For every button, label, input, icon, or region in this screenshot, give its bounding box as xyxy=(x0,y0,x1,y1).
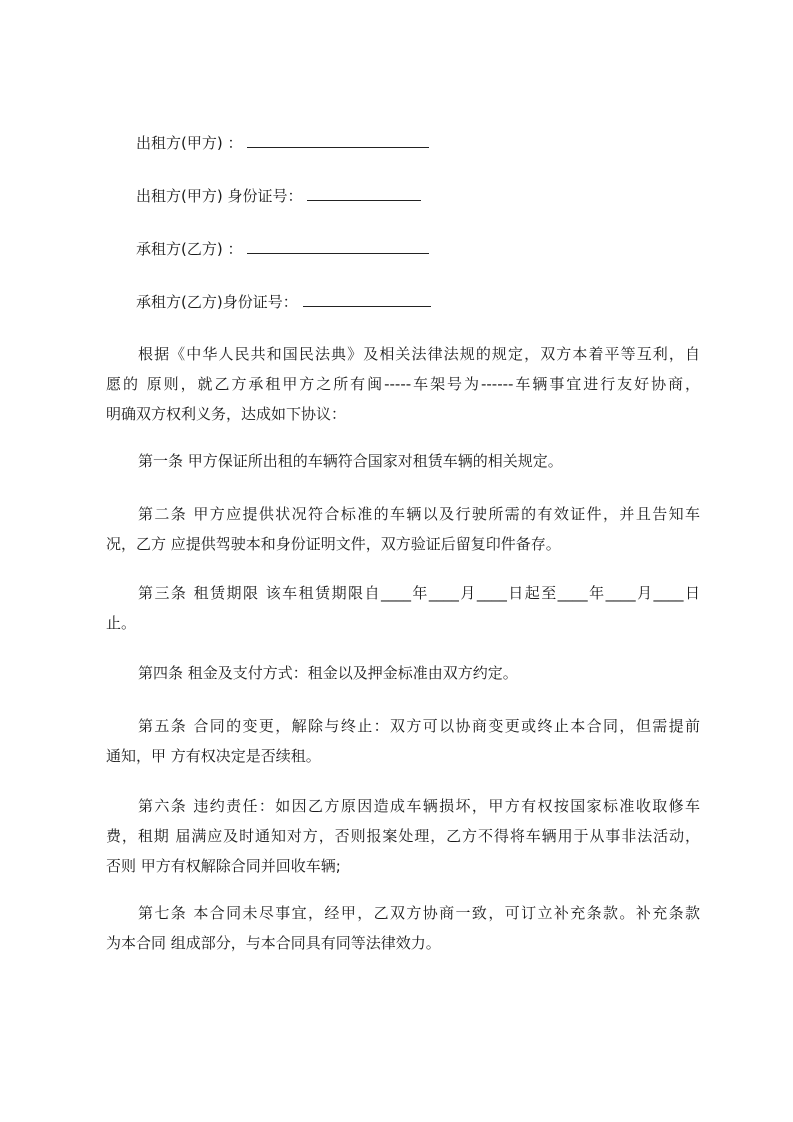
article-line: 否则 甲方有权解除合同并回收车辆; xyxy=(106,857,341,875)
article-7 xyxy=(106,898,700,958)
article-line: 第四条 租金及支付方式：租金以及押金标准由双方约定。 xyxy=(138,664,518,682)
article-line: 费，租期 届满应及时通知对方，否则报案处理，乙方不得将车辆用于从事非法活动， xyxy=(106,827,700,845)
article-line: 第五条 合同的变更，解除与终止：双方可以协商变更或终止本合同，但需提前 xyxy=(138,717,700,735)
preamble-line: 明确双方权利义务，达成如下协议： xyxy=(106,405,347,423)
lessor-id-label: 出租方(甲方) 身份证号： xyxy=(136,187,303,205)
article-6 xyxy=(106,791,700,881)
article-4 xyxy=(106,658,700,688)
article-line: 为本合同 组成部分，与本合同具有同等法律效力。 xyxy=(106,934,441,952)
article-line: 第二条 甲方应提供状况符合标准的车辆以及行驶所需的有效证件，并且告知车 xyxy=(138,505,700,523)
article-line: 第六条 违约责任：如因乙方原因造成车辆损坏，甲方有权按国家标准收取修车 xyxy=(138,797,700,815)
article-line: 第一条 甲方保证所出租的车辆符合国家对租赁车辆的相关规定。 xyxy=(138,452,563,470)
article-3 xyxy=(106,578,700,638)
lessee-name-label: 承租方(乙方) ： xyxy=(136,240,243,258)
lessee-id-field xyxy=(136,291,431,312)
lessee-name-blank[interactable] xyxy=(247,238,429,254)
article-1 xyxy=(106,446,700,476)
preamble-paragraph xyxy=(106,339,700,429)
lessor-name-field xyxy=(136,132,429,153)
lessee-name-field xyxy=(136,238,429,259)
lessee-id-label: 承租方(乙方)身份证号： xyxy=(136,293,298,311)
lessor-name-label: 出租方(甲方) ： xyxy=(136,134,243,152)
preamble-line: 根据《中华人民共和国民法典》及相关法律法规的规定，双方本着平等互利，自 xyxy=(138,345,700,363)
lessee-id-blank[interactable] xyxy=(303,291,431,307)
article-line: 况，乙方 应提供驾驶本和身份证明文件，双方验证后留复印件备存。 xyxy=(106,535,561,553)
article-line: 第三条 租赁期限 该车租赁期限自____年____月____日起至____年____月____日 xyxy=(138,584,700,602)
article-2 xyxy=(106,499,700,559)
article-line: 第七条 本合同未尽事宜，经甲，乙双方协商一致，可订立补充条款。补充条款 xyxy=(138,904,700,922)
lessor-id-field xyxy=(136,185,421,206)
article-5 xyxy=(106,711,700,771)
preamble-line: 愿的 原则，就乙方承租甲方之所有闽-----车架号为------车辆事宜进行友好协商， xyxy=(106,375,700,393)
lessor-name-blank[interactable] xyxy=(247,132,429,148)
article-line: 止。 xyxy=(106,614,137,632)
article-line: 通知，甲 方有权决定是否续租。 xyxy=(106,747,321,765)
lessor-id-blank[interactable] xyxy=(307,185,421,201)
